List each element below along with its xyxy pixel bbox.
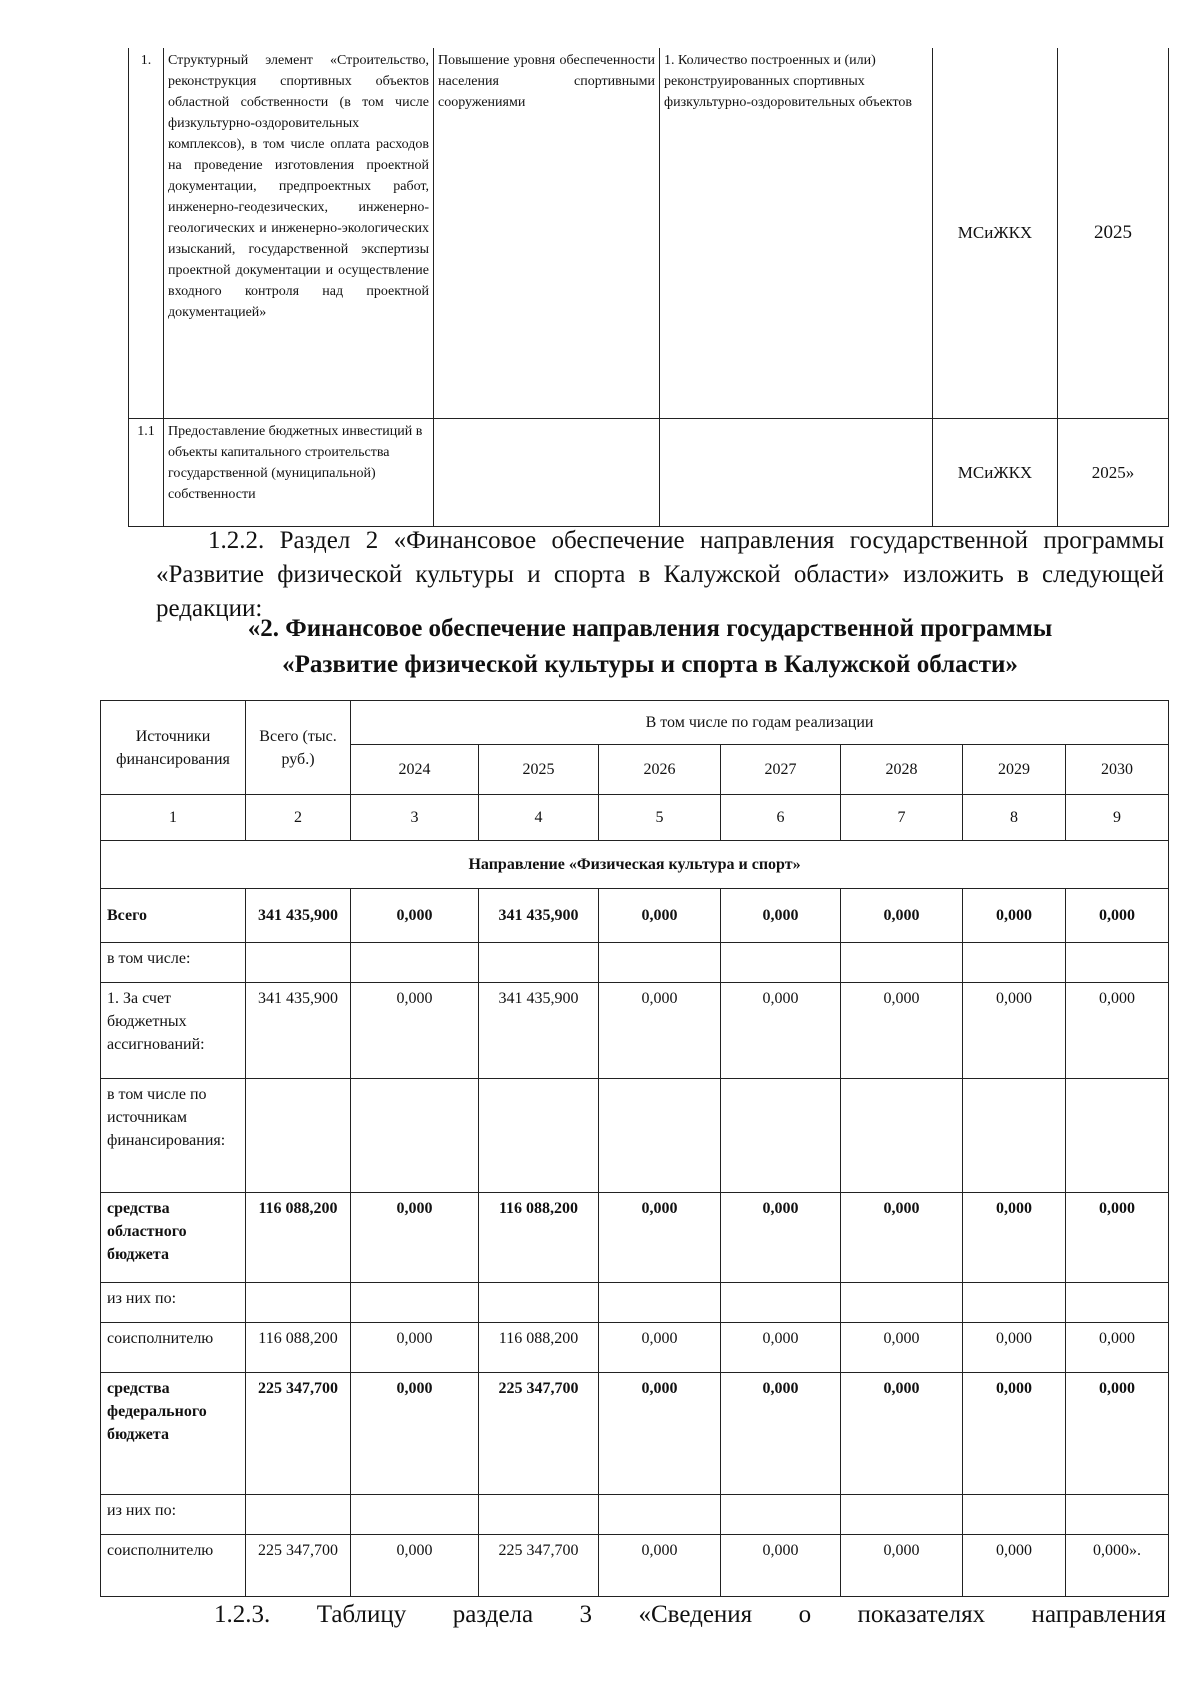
year-value xyxy=(841,943,963,983)
year-value: 225 347,700 xyxy=(479,1373,599,1495)
top-table-row xyxy=(129,48,1169,418)
row-number: 1.1 xyxy=(129,418,164,526)
year-value xyxy=(1066,1495,1169,1535)
year-value xyxy=(721,1495,841,1535)
year-value xyxy=(963,1079,1066,1193)
year-value: 0,000 xyxy=(841,983,963,1079)
total-value: 225 347,700 xyxy=(246,1373,351,1495)
executor-cell: МСиЖКХ xyxy=(933,418,1058,526)
sources-header: Источники финансирования xyxy=(101,701,246,795)
year-value: 0,000 xyxy=(599,1373,721,1495)
executor-cell: МСиЖКХ xyxy=(933,48,1058,418)
year-value: 225 347,700 xyxy=(479,1535,599,1597)
year-value: 0,000 xyxy=(599,889,721,943)
column-number: 4 xyxy=(479,795,599,841)
year-value: 0,000 xyxy=(351,983,479,1079)
year-value: 0,000 xyxy=(351,1193,479,1283)
year-value: 0,000 xyxy=(841,1323,963,1373)
year-value: 0,000 xyxy=(721,983,841,1079)
direction-title: Направление «Физическая культура и спорт» xyxy=(101,841,1169,889)
year-value: 0,000 xyxy=(841,889,963,943)
year-value xyxy=(1066,1283,1169,1323)
finance-row xyxy=(101,1373,1169,1495)
year-value xyxy=(1066,1079,1169,1193)
year-value: 0,000 xyxy=(599,1323,721,1373)
year-header: 2027 xyxy=(721,745,841,795)
year-header: 2030 xyxy=(1066,745,1169,795)
year-value xyxy=(841,1079,963,1193)
row-label: в том числе: xyxy=(101,943,246,983)
year-value: 0,000 xyxy=(721,889,841,943)
year-value xyxy=(963,943,1066,983)
by-years-header: В том числе по годам реализации xyxy=(351,701,1169,745)
year-value xyxy=(841,1283,963,1323)
year-value: 116 088,200 xyxy=(479,1193,599,1283)
top-table-row xyxy=(129,418,1169,526)
year-value xyxy=(841,1495,963,1535)
year-value: 0,000 xyxy=(963,1373,1066,1495)
column-numbers-row xyxy=(101,795,1169,841)
finance-row xyxy=(101,1495,1169,1535)
year-value: 0,000 xyxy=(1066,889,1169,943)
year-value xyxy=(351,1079,479,1193)
finance-row xyxy=(101,943,1169,983)
row-label: средства федерального бюджета xyxy=(101,1373,246,1495)
total-value: 225 347,700 xyxy=(246,1535,351,1597)
year-value xyxy=(351,943,479,983)
year-value: 0,000 xyxy=(963,1323,1066,1373)
indicator-text: 1. Количество построенных и (или) реконструированных спортивных физкультурно-оздоровительных объектов xyxy=(660,48,933,418)
year-value xyxy=(721,1079,841,1193)
year-value xyxy=(721,943,841,983)
year-value: 0,000». xyxy=(1066,1535,1169,1597)
finance-row xyxy=(101,1283,1169,1323)
year-value xyxy=(721,1283,841,1323)
year-header: 2026 xyxy=(599,745,721,795)
column-number: 3 xyxy=(351,795,479,841)
finance-row xyxy=(101,889,1169,943)
total-value: 341 435,900 xyxy=(246,889,351,943)
total-value xyxy=(246,1283,351,1323)
section-title-line-1: «2. Финансовое обеспечение направления государственной программы xyxy=(247,615,1053,642)
column-number: 2 xyxy=(246,795,351,841)
year-value xyxy=(351,1495,479,1535)
total-value: 116 088,200 xyxy=(246,1323,351,1373)
year-value: 0,000 xyxy=(1066,1323,1169,1373)
year-value: 0,000 xyxy=(721,1323,841,1373)
year-value xyxy=(479,1495,599,1535)
year-header: 2028 xyxy=(841,745,963,795)
top-table xyxy=(128,48,1169,527)
structural-element-text: Предоставление бюджетных инвестиций в объекты капитального строительства государственной (муниципальной) собственности xyxy=(164,418,434,526)
row-label: из них по: xyxy=(101,1495,246,1535)
year-value xyxy=(599,943,721,983)
row-label: соисполнителю xyxy=(101,1323,246,1373)
direction-row xyxy=(101,841,1169,889)
year-value: 0,000 xyxy=(721,1373,841,1495)
goal-text: Повышение уровня обеспеченности населения спортивными сооружениями xyxy=(434,48,660,418)
year-value: 341 435,900 xyxy=(479,889,599,943)
total-value xyxy=(246,1495,351,1535)
year-value: 116 088,200 xyxy=(479,1323,599,1373)
year-value: 0,000 xyxy=(841,1535,963,1597)
indicator-text xyxy=(660,418,933,526)
year-value xyxy=(479,943,599,983)
year-value xyxy=(599,1283,721,1323)
section-title-line-2: «Развитие физической культуры и спорта в Калужской области» xyxy=(282,651,1018,678)
year-value: 0,000 xyxy=(721,1193,841,1283)
year-header: 2024 xyxy=(351,745,479,795)
finance-row xyxy=(101,983,1169,1079)
year-value: 0,000 xyxy=(963,889,1066,943)
year-value xyxy=(963,1283,1066,1323)
structural-element-text: Структурный элемент «Строительство, реконструкция спортивных объектов областной собственности (в том числе физкультурно-оздоровительных комплексов), в том числе оплата расходов на проведение изготовления проектной документации, предпроектных работ, инженерно-геодезических, инженерно-геологических и инженерно-экологических изысканий, государственной экспертизы проектной документации и осуществление входного контроля над проектной документацией» xyxy=(164,48,434,418)
year-value: 0,000 xyxy=(351,1323,479,1373)
year-value: 0,000 xyxy=(963,1535,1066,1597)
row-number: 1. xyxy=(129,48,164,418)
year-value: 0,000 xyxy=(599,1193,721,1283)
row-label: 1. За счет бюджетных ассигнований: xyxy=(101,983,246,1079)
column-number: 5 xyxy=(599,795,721,841)
year-cell: 2025 xyxy=(1058,48,1169,418)
finance-row xyxy=(101,1535,1169,1597)
year-value: 0,000 xyxy=(351,889,479,943)
paragraph-1-2-2: 1.2.2. Раздел 2 «Финансовое обеспечение направления государственной программы «Развитие физической культуры и спорта в Калужской области» изложить в следующей редакции: xyxy=(156,527,1164,622)
year-value: 0,000 xyxy=(599,1535,721,1597)
finance-row xyxy=(101,1323,1169,1373)
year-header: 2025 xyxy=(479,745,599,795)
year-value: 341 435,900 xyxy=(479,983,599,1079)
year-value xyxy=(479,1079,599,1193)
header-row xyxy=(101,701,1169,745)
year-value xyxy=(963,1495,1066,1535)
year-value: 0,000 xyxy=(599,983,721,1079)
row-label: соисполнителю xyxy=(101,1535,246,1597)
year-value: 0,000 xyxy=(721,1535,841,1597)
total-header: Всего (тыс. руб.) xyxy=(246,701,351,795)
paragraph-1-2-3: 1.2.3. Таблицу раздела 3 «Сведения о показателях направления xyxy=(214,1601,1166,1628)
finance-row xyxy=(101,1079,1169,1193)
year-value xyxy=(599,1079,721,1193)
year-value xyxy=(1066,943,1169,983)
year-cell: 2025» xyxy=(1058,418,1169,526)
year-header: 2029 xyxy=(963,745,1066,795)
row-label: из них по: xyxy=(101,1283,246,1323)
year-value: 0,000 xyxy=(963,1193,1066,1283)
total-value xyxy=(246,943,351,983)
column-number: 6 xyxy=(721,795,841,841)
year-value: 0,000 xyxy=(1066,1373,1169,1495)
year-value: 0,000 xyxy=(841,1193,963,1283)
goal-text xyxy=(434,418,660,526)
year-value xyxy=(479,1283,599,1323)
column-number: 9 xyxy=(1066,795,1169,841)
finance-table xyxy=(100,700,1169,1597)
year-value xyxy=(351,1283,479,1323)
row-label: Всего xyxy=(101,889,246,943)
year-value: 0,000 xyxy=(1066,1193,1169,1283)
total-value: 341 435,900 xyxy=(246,983,351,1079)
year-value: 0,000 xyxy=(351,1373,479,1495)
total-value xyxy=(246,1079,351,1193)
year-value: 0,000 xyxy=(841,1373,963,1495)
year-value: 0,000 xyxy=(1066,983,1169,1079)
year-value: 0,000 xyxy=(963,983,1066,1079)
column-number: 1 xyxy=(101,795,246,841)
row-label: средства областного бюджета xyxy=(101,1193,246,1283)
year-value: 0,000 xyxy=(351,1535,479,1597)
finance-row xyxy=(101,1193,1169,1283)
total-value: 116 088,200 xyxy=(246,1193,351,1283)
column-number: 8 xyxy=(963,795,1066,841)
year-value xyxy=(599,1495,721,1535)
column-number: 7 xyxy=(841,795,963,841)
row-label: в том числе по источникам финансирования: xyxy=(101,1079,246,1193)
